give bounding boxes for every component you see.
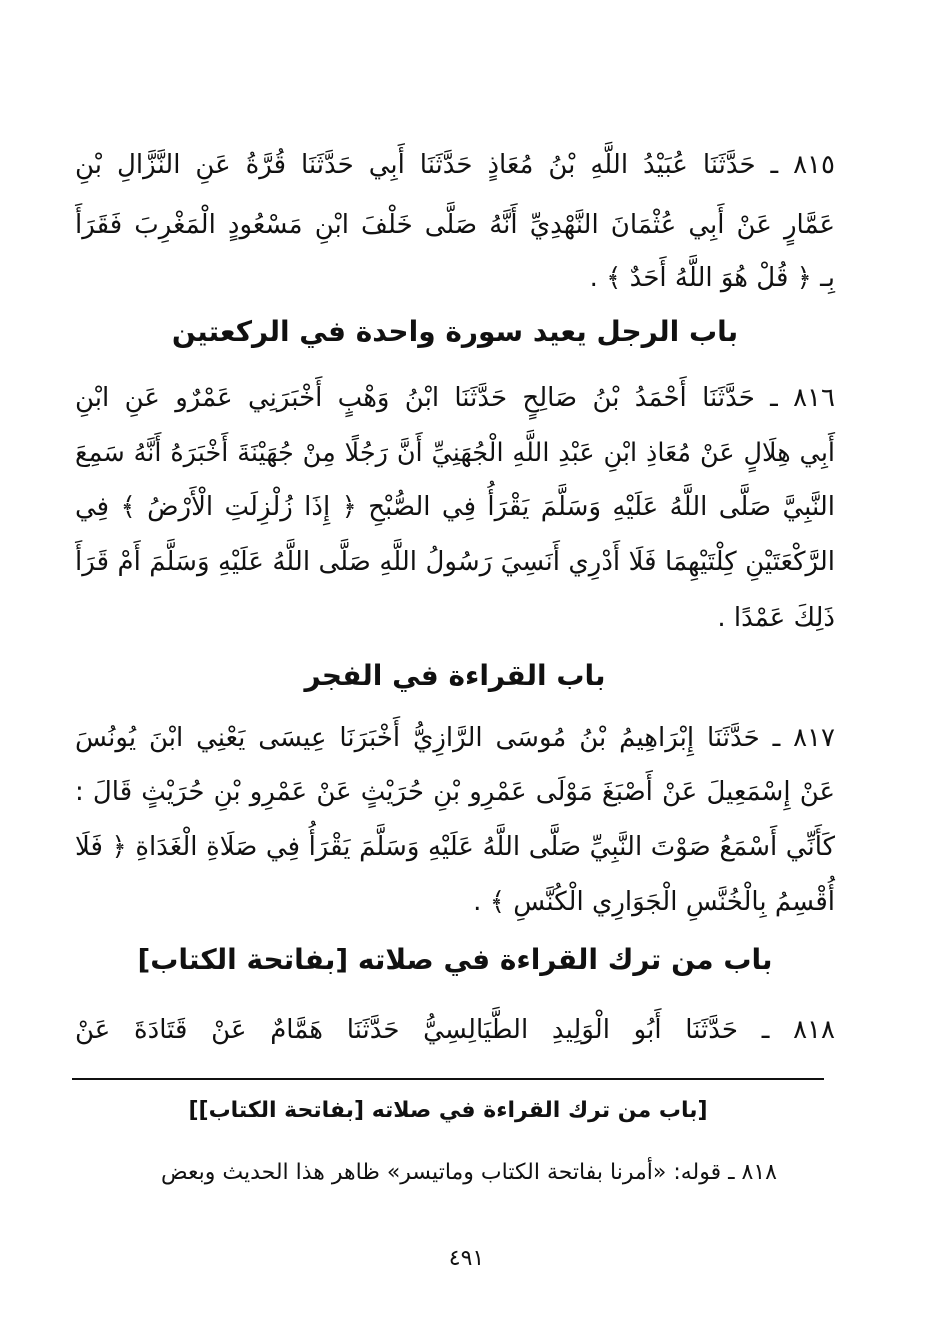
hadith-817-line-3: كَأَنِّي أَسْمَعُ صَوْتَ النَّبِيِّ صَلَّى اللَّهُ عَلَيْهِ وَسَلَّمَ يَقْرَأُ فِي صَلَاةِ الْغَدَاةِ ﴿ فَلَا bbox=[75, 832, 835, 862]
footnote-heading: [باب من ترك القراءة في صلاته [بفاتحة الكتاب]] bbox=[188, 1098, 708, 1123]
hadith-815-line-3: بِـ ﴿ قُلْ هُوَ اللَّهُ أَحَدٌ ﴾ . bbox=[589, 263, 835, 293]
footnote-text: ٨١٨ ـ قوله: «أمرنا بفاتحة الكتاب وماتيسر» ظاهر هذا الحديث وبعض bbox=[161, 1160, 777, 1185]
hadith-816-line-3: النَّبِيَّ صَلَّى اللَّهُ عَلَيْهِ وَسَلَّمَ يَقْرَأُ فِي الصُّبْحِ ﴿ إِذَا زُلْزِلَتِ الْأَرْضُ ﴾ فِي bbox=[75, 492, 835, 522]
hadith-816-line-1: ٨١٦ ـ حَدَّثَنَا أَحْمَدُ بْنُ صَالِحٍ حَدَّثَنَا ابْنُ وَهْبٍ أَخْبَرَنِي عَمْرٌو عَنِ ابْنِ bbox=[75, 383, 835, 413]
hadith-818-line-1: ٨١٨ ـ حَدَّثَنَا أَبُو الْوَلِيدِ الطَّيَالِسِيُّ حَدَّثَنَا هَمَّامٌ عَنْ قَتَادَةَ عَنْ bbox=[75, 1015, 835, 1045]
page-number: ٤٩١ bbox=[448, 1246, 485, 1271]
hadith-817-line-4: أُقْسِمُ بِالْخُنَّسِ الْجَوَارِي الْكُنَّسِ ﴾ . bbox=[473, 887, 835, 917]
hadith-816-line-2: أَبِي هِلَالٍ عَنْ مُعَاذِ ابْنِ عَبْدِ اللَّهِ الْجُهَنِيِّ أَنَّ رَجُلًا مِنْ جُهَيْنَةَ أَخْبَرَهُ أَنَّهُ سَمِعَ bbox=[75, 438, 835, 468]
hadith-817-line-1: ٨١٧ ـ حَدَّثَنَا إِبْرَاهِيمُ بْنُ مُوسَى الرَّازِيُّ أَخْبَرَنَا عِيسَى يَعْنِي ابْنَ يُونُسَ bbox=[75, 723, 835, 753]
chapter-heading-leaving-recitation: باب من ترك القراءة في صلاته [بفاتحة الكتاب] bbox=[137, 943, 773, 976]
hadith-816-line-4: الرَّكْعَتَيْنِ كِلْتَيْهِمَا فَلَا أَدْرِي أَنَسِيَ رَسُولُ اللَّهِ صَلَّى اللَّهُ عَلَيْهِ وَسَلَّمَ أَمْ قَرَأَ bbox=[75, 547, 835, 577]
chapter-heading-repeat-surah: باب الرجل يعيد سورة واحدة في الركعتين bbox=[171, 315, 739, 348]
footnote-divider bbox=[72, 1078, 824, 1080]
hadith-816-line-5: ذَلِكَ عَمْدًا . bbox=[717, 603, 835, 633]
hadith-817-line-2: عَنْ إِسْمَعِيلَ عَنْ أَصْبَغَ مَوْلَى عَمْرِو بْنِ حُرَيْثٍ عَنْ عَمْرِو بْنِ حُرَيْثٍ قَالَ : bbox=[75, 777, 835, 807]
hadith-815-line-2: عَمَّارٍ عَنْ أَبِي عُثْمَانَ النَّهْدِيِّ أَنَّهُ صَلَّى خَلْفَ ابْنِ مَسْعُودٍ الْمَغْرِبَ فَقَرَأَ bbox=[75, 210, 835, 240]
hadith-815-line-1: ٨١٥ ـ حَدَّثَنَا عُبَيْدُ اللَّهِ بْنُ مُعَاذٍ حَدَّثَنَا أَبِي حَدَّثَنَا قُرَّةُ عَنِ النَّزَّالِ بْنِ bbox=[75, 150, 835, 180]
chapter-heading-fajr-recitation: باب القراءة في الفجر bbox=[304, 659, 606, 692]
